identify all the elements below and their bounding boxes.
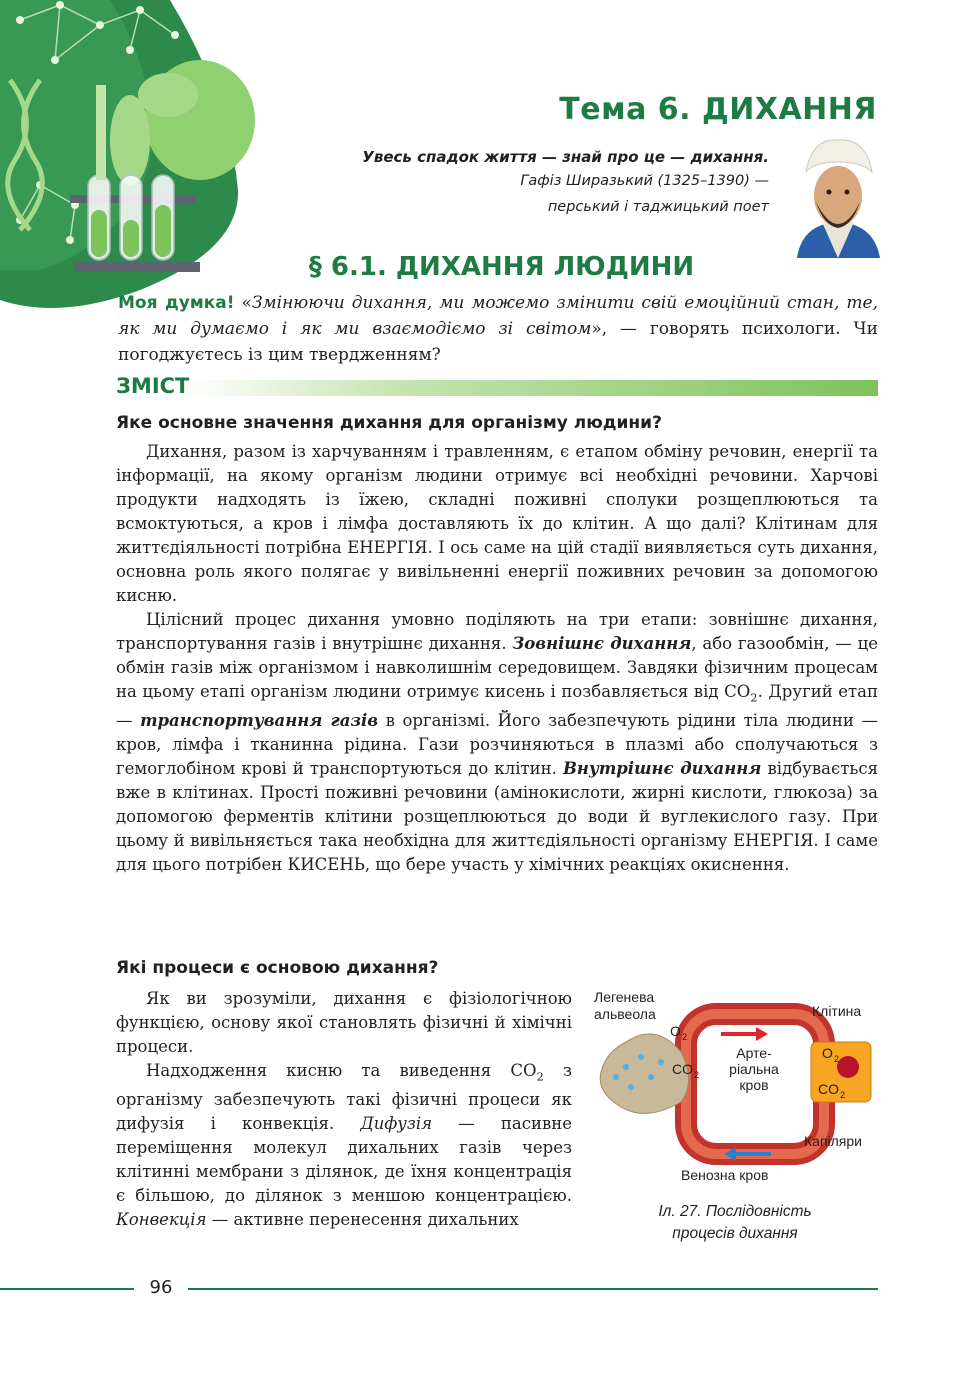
label-co2-right: CO [818, 1081, 839, 1097]
section-title: § 6.1. ДИХАННЯ ЛЮДИНИ [308, 252, 695, 282]
contents-heading-bar [116, 374, 878, 402]
term-internal-breathing: Внутрішнє дихання [562, 759, 762, 779]
paragraph [116, 608, 878, 877]
text-span: , або газообмін, — це обмін газів між організмом і навколишнім середовищем. Завдяки фізичним процесам на цьому етапі організм людини отримує кисень і позбавляється від CO [116, 634, 878, 701]
quote-open: « [241, 293, 252, 313]
topic-title: Тема 6. ДИХАННЯ [559, 92, 877, 127]
text-span: . Другий етап — [116, 682, 878, 731]
text-span: Надходження кисню та виведення CO [146, 1061, 537, 1080]
label-arterial-1: Арте- [736, 1045, 772, 1061]
caption-line-2: процесів дихання [672, 1225, 798, 1242]
subscript: 2 [694, 1070, 700, 1080]
question-heading-2: Які процеси є основою дихання? [116, 958, 439, 978]
body-text-1 [116, 440, 878, 877]
my-thought-quote: Змінюючи дихання, ми можемо змінити свій емоційний стан, те, як ми думаємо і як ми взаємодіємо зі світом [118, 293, 878, 339]
body-text-2 [116, 987, 572, 1232]
term-diffusion: Дифузія [360, 1114, 433, 1134]
term-external-breathing: Зовнішнє дихання [512, 634, 692, 653]
portrait-image [792, 134, 884, 258]
label-capillaries: Капіляри [804, 1133, 862, 1149]
paragraph [116, 1059, 572, 1232]
cell-nucleus [837, 1056, 859, 1078]
my-thought-rest: », — говорять психологи. Чи погоджуєтесь із цим твердженням? [118, 319, 878, 365]
label-arterial-2: ріальна [729, 1061, 779, 1077]
label-arterial-3: кров [739, 1077, 769, 1093]
footer-rule-right [188, 1288, 878, 1290]
paragraph: Як ви зрозуміли, дихання є фізіологічною функцією, основу якої становлять фізичні й хімічні процеси. [116, 989, 572, 1056]
contents-heading: ЗМІСТ [116, 374, 190, 398]
label-cell: Клітина [812, 1003, 862, 1019]
contents-gradient [186, 380, 878, 396]
epigraph-quote: Увесь спадок життя — знай про це — дихання. [362, 148, 769, 166]
breathing-diagram [586, 982, 886, 1202]
text-span: відбувається вже в клітинах. Прості поживні речовини (амінокислоти, жирні кислоти, глюкоза) за допомогою ферментів клітини розщеплюються до води й вуглекислого газу. При цьому й вивільняється така необхідна для життєдіяльності організму ЕНЕРГІЯ. І саме для цього потрібен КИСЕНЬ, що бере участь у хімічних реакціях окиснення. [116, 759, 879, 875]
my-thought-paragraph [118, 290, 878, 368]
footer-rule-left [0, 1288, 134, 1290]
term-convection: Конвекція [116, 1210, 207, 1230]
text-span: в організмі. Його забезпечують рідини тіла людини — кров, лімфа і тканинна рідина. Гази розчиняються в плазмі або сполучаються з гемоглобіном крові й транспортуються до клітин. [116, 711, 878, 779]
subscript: 2 [834, 1054, 840, 1064]
subscript: 2 [682, 1032, 688, 1042]
page-number: 96 [149, 1277, 173, 1298]
label-co2-left: CO [672, 1061, 693, 1077]
epigraph-author-2: перський і таджицький поет [547, 199, 769, 215]
text-span: — активне перенесення дихальних [206, 1210, 519, 1230]
text-span: з організму забезпечують такі фізичні процеси як дифузія і конвекція. [116, 1061, 573, 1134]
text-span: Цілісний процес дихання умовно поділяють на три етапи: зовнішнє дихання, транспортування газів і внутрішнє дихання. [116, 610, 878, 653]
term-gas-transport: транспортування газів [140, 711, 379, 731]
figure-caption [600, 1201, 870, 1245]
epigraph-author-1: Гафіз Ширазький (1325–1390) — [520, 173, 769, 189]
label-alveolus-1: Легенева [594, 989, 655, 1005]
caption-line-1: Іл. 27. Послідовність [658, 1203, 812, 1220]
subscript: 2 [536, 1069, 544, 1084]
label-venous: Венозна кров [681, 1167, 769, 1183]
subscript: 2 [840, 1090, 846, 1100]
epigraph [362, 148, 769, 218]
label-o2-right: O [822, 1045, 833, 1061]
label-o2-left: O [670, 1023, 681, 1039]
text-span: — пасивне переміщення молекул дихальних газів через клітинні мембрани з ділянок, де їхня концентрація є більшою, до ділянок з меншою концентрацією. [116, 1114, 572, 1206]
paragraph: Дихання, разом із харчуванням і травленням, є етапом обміну речовин, енергії та інформації, на якому організм людини отримує всі необхідні речовини. Харчові продукти надходять із їжею, складні поживні сполуки розщеплюються та всмоктуються, а кров і лімфа доставляють їх до клітин. А що далі? Клітинам для життєдіяльності потрібна ЕНЕРГІЯ. І ось саме на цій стадії виявляється суть дихання, основна роль якого полягає у вивільненні енергії поживних речовин за допомогою кисню. [116, 442, 878, 605]
subscript: 2 [750, 690, 758, 705]
my-thought-label: Моя думка! [118, 293, 235, 313]
question-heading-1: Яке основне значення дихання для організму людини? [116, 413, 662, 433]
label-alveolus-2: альвеола [594, 1006, 656, 1022]
